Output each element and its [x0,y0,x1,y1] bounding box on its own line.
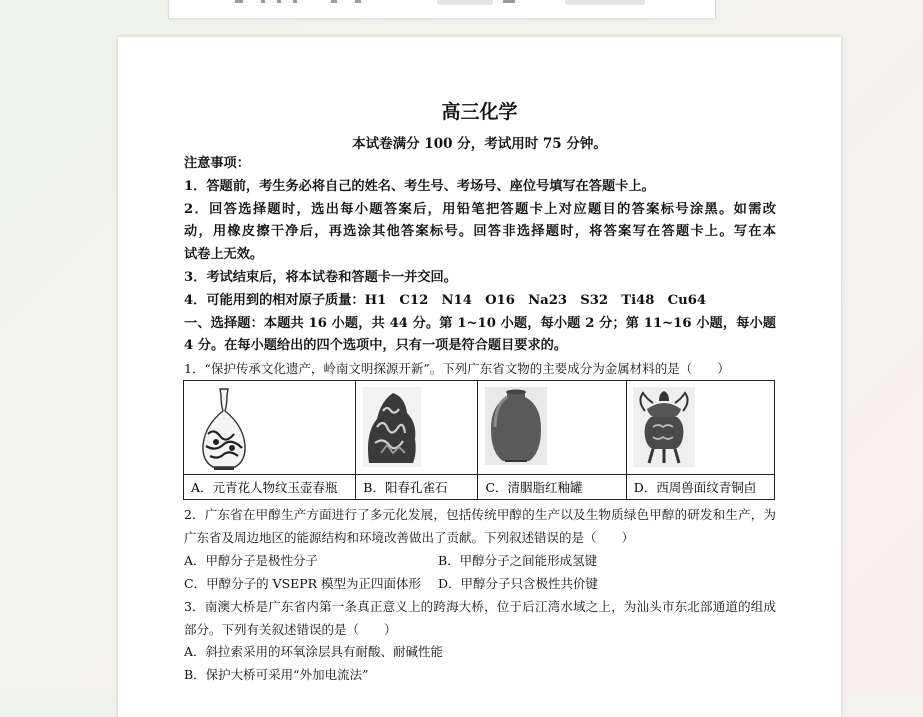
section-intro-line: 一、选择题：本题共 16 小题，共 44 分。第 1~10 小题，每小题 2 分；第 11~16 小题，每小题 [184,316,776,331]
question-3-option-a: A．斜拉索采用的环氧涂层具有耐酸、耐碱性能 [184,644,444,659]
question-1-stem: 1．“保护传承文化遗产，岭南文明探源开新”。下列广东省文物的主要成分为金属材料的是（ ） [184,361,730,376]
view-mode-icon[interactable] [503,0,515,3]
option-image-cell [478,381,626,475]
toolbar-icon[interactable] [235,0,243,3]
section-intro-line: 4 分。在每小题给出的四个选项中，只有一项是符合题目要求的。 [184,338,568,353]
bronze-vessel-icon [633,387,695,467]
toolbar-icon[interactable] [331,0,337,3]
question-1-options-table [183,380,775,500]
notice-line: 3．考试结束后，将本试卷和答题卡一并交回。 [184,270,457,285]
question-2-option-a: A．甲醇分子是极性分子 [184,553,319,568]
option-image-cell [626,381,774,475]
exam-title: 高三化学 [441,101,518,123]
question-2-stem: 广东省及周边地区的能源结构和环境改善做出了贡献。下列叙述错误的是（ ） [184,530,635,545]
option-c-label: C．清胭脂红釉罐 [478,475,626,500]
question-3-option-b: B．保护大桥可采用“外加电流法” [184,667,369,682]
page-field[interactable] [565,0,645,5]
option-d-label: D．西周兽面纹青铜卣 [626,475,774,500]
viewer-toolbar [168,0,716,19]
malachite-stone-icon [363,387,421,467]
zoom-field[interactable] [437,0,493,5]
notice-line: 试卷上无效。 [184,247,264,262]
notice-line: 1．答题前，考生务必将自己的姓名、考生号、考场号、座位号填写在答题卡上。 [184,179,655,194]
question-2-option-c: C．甲醇分子的 VSEPR 模型为正四面体形 [184,576,422,591]
option-image-cell [356,381,478,475]
exam-subtitle: 本试卷满分 100 分，考试用时 75 分钟。 [352,136,607,152]
notice-line: 动，用橡皮擦干净后，再选涂其他答案标号。回答非选择题时，将答案写在答题卡上。写在本 [184,224,776,239]
option-image-cell [184,381,356,475]
notice-line: 4．可能用到的相对原子质量：H1 C12 N14 O16 Na23 S32 Ti48 Cu64 [184,293,707,308]
question-2-option-b: B．甲醇分子之间能形成氢键 [438,553,598,568]
glazed-jar-icon [485,387,547,465]
question-2-stem: 2．广东省在甲醇生产方面进行了多元化发展，包括传统甲醇的生产以及生物质绿色甲醇的研发和生产，为 [184,507,776,522]
toolbar-icon[interactable] [293,0,297,3]
question-3-stem: 3．南澳大桥是广东省内第一条真正意义上的跨海大桥，位于后江湾水域之上，为汕头市东北部通道的组成 [184,599,776,614]
option-b-label: B．阳春孔雀石 [356,475,478,500]
notice-heading: 注意事项： [184,156,250,171]
toolbar-icon[interactable] [261,0,265,3]
notice-line: 2．回答选择题时，选出每小题答案后，用铅笔把答题卡上对应题目的答案标号涂黑。如需改 [184,202,776,217]
porcelain-vase-icon [194,386,254,470]
question-2-option-d: D．甲醇分子只含极性共价键 [438,576,599,591]
document-page [118,37,841,717]
toolbar-icon[interactable] [355,0,361,3]
toolbar-icon[interactable] [277,0,281,3]
question-3-stem: 部分。下列有关叙述错误的是（ ） [184,622,397,637]
option-a-label: A．元青花人物纹玉壶春瓶 [184,475,356,500]
